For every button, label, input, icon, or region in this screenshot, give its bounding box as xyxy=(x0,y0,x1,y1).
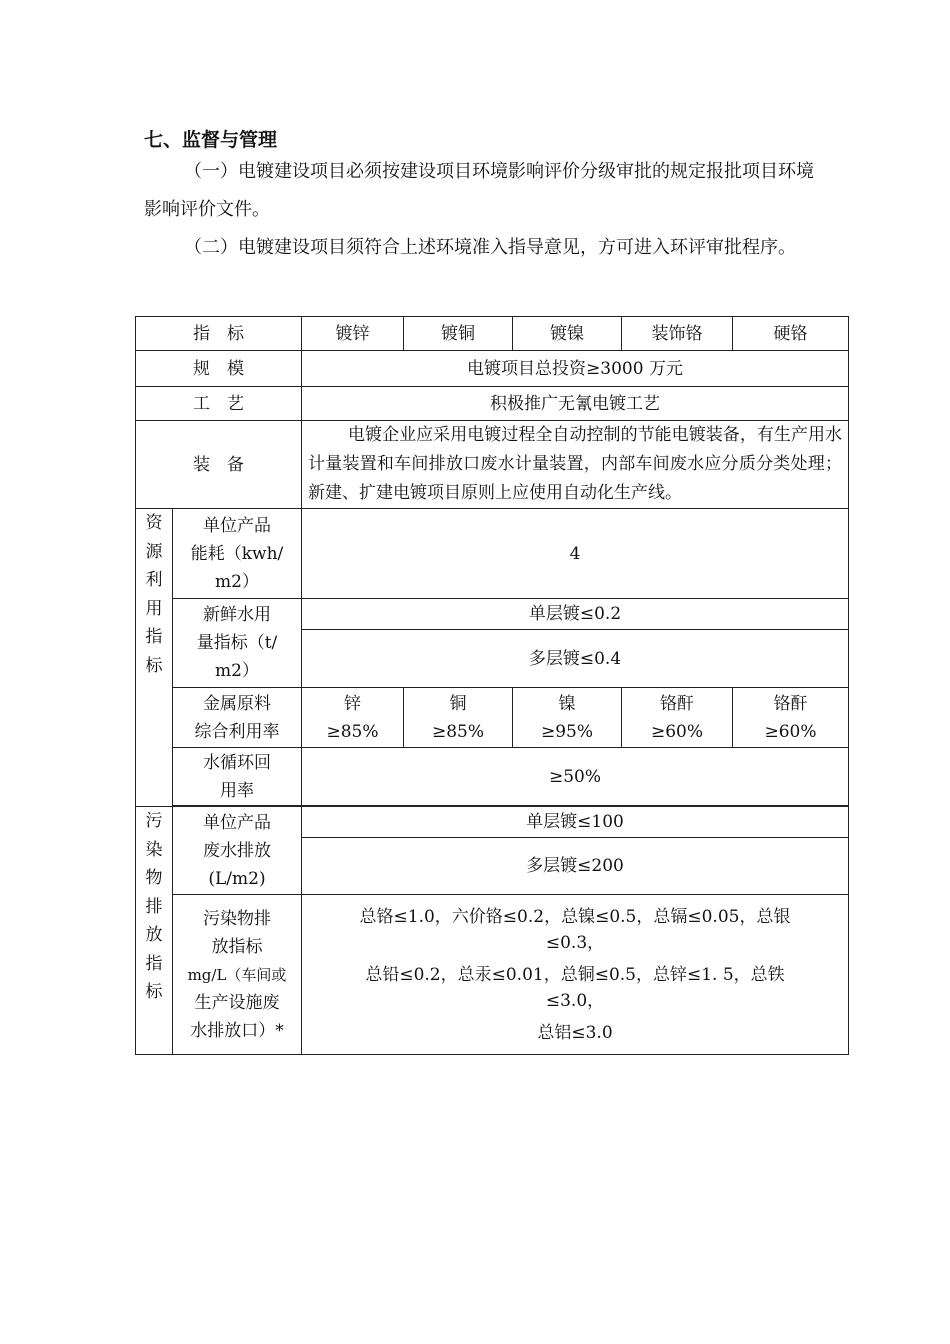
water-label: 新鲜水用 量指标（t/ m2） xyxy=(173,599,302,688)
scale-label: 规 模 xyxy=(136,351,302,387)
energy-value: 4 xyxy=(302,509,849,599)
wastewater-single-value: 单层镀≤100 xyxy=(302,807,849,838)
table-row xyxy=(136,351,849,387)
table-row xyxy=(136,748,849,806)
metal-value-hard-chrome: 铬酐 ≥60% xyxy=(733,688,849,748)
pollution-group-label: 污 染 物 排 放 指 标 xyxy=(136,807,173,1055)
wastewater-label: 单位产品 废水排放 (L/m2) xyxy=(173,807,302,895)
wastewater-multi-value: 多层镀≤200 xyxy=(302,838,849,895)
table-row xyxy=(136,387,849,421)
metal-value-nickel: 镍 ≥95% xyxy=(513,688,622,748)
table-row xyxy=(136,509,849,599)
process-value: 积极推广无氰电镀工艺 xyxy=(302,387,849,421)
header-label: 指 标 xyxy=(136,317,302,351)
water-multi-value: 多层镀≤0.4 xyxy=(302,630,849,688)
discharge-label: 污染物排 放指标 mg/L（车间或 生产设施废 水排放口）* xyxy=(173,895,302,1055)
header-col: 装饰铬 xyxy=(622,317,733,351)
discharge-value: 总铬≤1.0，六价铬≤0.2，总镍≤0.5，总镉≤0.05，总银 ≤0.3， 总铅≤0.2，总汞≤0.01，总铜≤0.5，总锌≤1. 5，总铁 ≤3.0， 总铝≤3.0 xyxy=(302,895,849,1055)
metal-value-copper: 铜 ≥85% xyxy=(404,688,513,748)
paragraph-1: （一）电镀建设项目必须按建设项目环境影响评价分级审批的规定报批项目环境影响评价文件。 xyxy=(144,161,814,220)
metal-label: 金属原料 综合利用率 xyxy=(173,688,302,748)
standards-table xyxy=(135,316,849,1055)
paragraph-2: （二）电镀建设项目须符合上述环境准入指导意见，方可进入环评审批程序。 xyxy=(184,237,796,258)
header-col: 硬铬 xyxy=(733,317,849,351)
header-col: 镀镍 xyxy=(513,317,622,351)
process-label: 工 艺 xyxy=(136,387,302,421)
table-header-row xyxy=(136,317,849,351)
table-row xyxy=(136,421,849,509)
table-row xyxy=(136,688,849,748)
equipment-label: 装 备 xyxy=(136,421,302,509)
metal-value-zinc: 锌 ≥85% xyxy=(302,688,404,748)
equipment-value: 电镀企业应采用电镀过程全自动控制的节能电镀装备，有生产用水计量装置和车间排放口废水计量装置，内部车间废水应分质分类处理；新建、扩建电镀项目原则上应使用自动化生产线。 xyxy=(302,421,849,509)
header-col: 镀锌 xyxy=(302,317,404,351)
recycle-value: ≥50% xyxy=(302,748,849,806)
water-single-value: 单层镀≤0.2 xyxy=(302,599,849,630)
resource-group-label: 资 源 利 用 指 标 xyxy=(136,509,173,807)
table-row xyxy=(136,599,849,630)
header-col: 镀铜 xyxy=(404,317,513,351)
scale-value: 电镀项目总投资≥3000 万元 xyxy=(302,351,849,387)
table-row xyxy=(136,895,849,1055)
section-heading: 七、监督与管理 xyxy=(144,129,278,151)
table-row xyxy=(136,807,849,838)
metal-value-deco-chrome: 铬酐 ≥60% xyxy=(622,688,733,748)
recycle-label: 水循环回 用率 xyxy=(173,748,302,806)
energy-label: 单位产品 能耗（kwh/ m2） xyxy=(173,509,302,599)
